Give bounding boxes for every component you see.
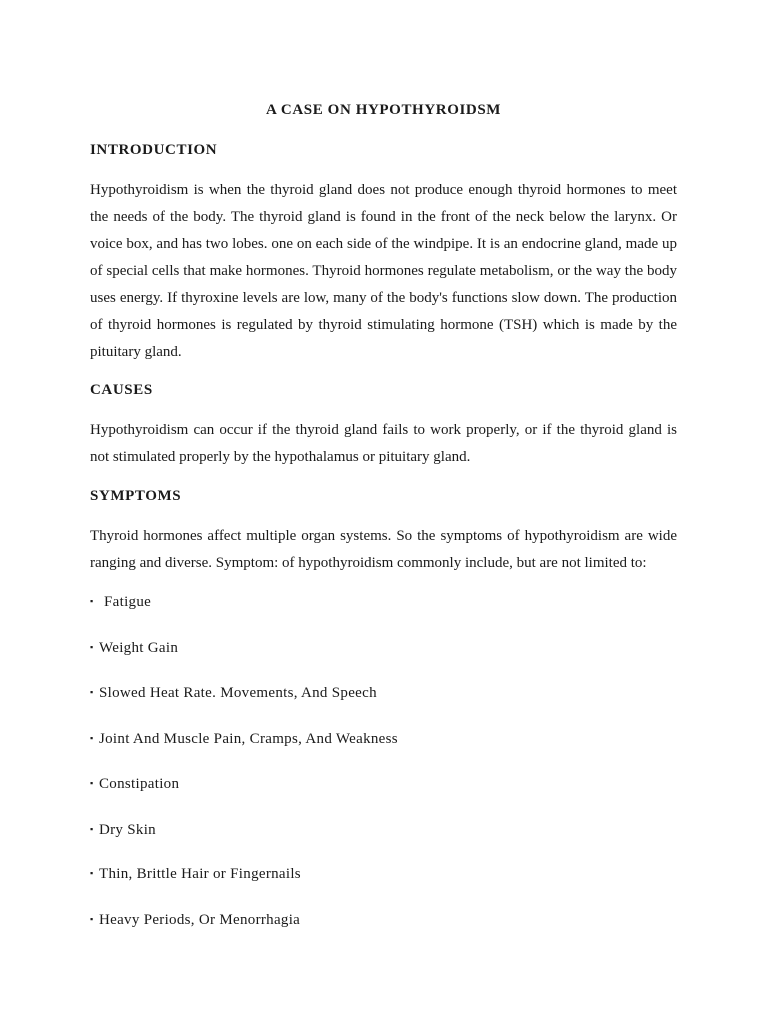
introduction-paragraph: Hypothyroidism is when the thyroid gland does not produce enough thyroid hormones to meet the needs of the body. The thyroid gland is found in the front of the neck below the larynx. Or voice box, and has two lobes. one on each side of the windpipe. It is an endocrine gland, made up of special cells that make hormones. Thyroid hormones regulate metabolism, or the way the body uses energy. If thyroxine levels are low, many of the body's functions slow down. The production of thyroid hormones is regulated by thyroid stimulating hormone (TSH) which is made by the pituitary gland. [90,182,677,360]
introduction-heading: INTRODUCTION [90,142,218,158]
list-item [90,594,151,611]
bullet-icon: ▪ [90,824,94,834]
symptoms-heading: SYMPTOMS [90,488,182,504]
symptoms-paragraph: Thyroid hormones affect multiple organ systems. So the symptoms of hypothyroidism are wide ranging and diverse. Symptom: of hypothyroidism commonly include, but are not limited to: [90,528,677,571]
bullet-icon: ▪ [90,733,94,743]
list-item [90,685,377,702]
list-item-text: Weight Gain [99,640,179,656]
list-item [90,866,301,883]
causes-paragraph: Hypothyroidism can occur if the thyroid gland fails to work properly, or if the thyroid gland is not stimulated properly by the hypothalamus or pituitary gland. [90,422,677,465]
causes-heading: CAUSES [90,382,153,398]
list-item [90,822,156,839]
page-title: A CASE ON HYPOTHYROIDSM [265,102,502,118]
bullet-icon: ▪ [90,868,94,878]
list-item [90,640,178,657]
list-item-text: Constipation [99,776,180,792]
bullet-icon: ▪ [90,914,94,924]
bullet-icon: ▪ [90,642,94,652]
bullet-icon: ▪ [90,687,94,697]
list-item-text: Dry Skin [99,822,156,838]
bullet-icon: ▪ [90,778,94,788]
list-item-text: Heavy Periods, Or Menorrhagia [99,912,301,928]
list-item [90,912,300,929]
list-item [90,731,398,748]
list-item [90,776,179,793]
list-item-text: Fatigue [104,594,152,610]
list-item-text: Joint And Muscle Pain, Cramps, And Weakness [99,731,398,747]
list-item-text: Thin, Brittle Hair or Fingernails [99,866,301,882]
bullet-icon: ▪ [90,596,94,606]
list-item-text: Slowed Heat Rate. Movements, And Speech [99,685,377,701]
